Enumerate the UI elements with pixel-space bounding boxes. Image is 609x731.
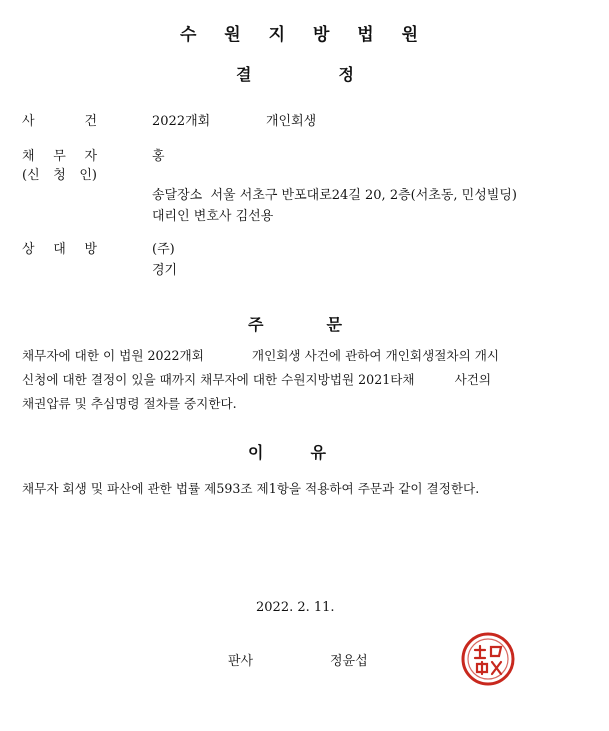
judge-name: 정윤섭 [330, 654, 368, 669]
applicant-label [22, 164, 97, 183]
label-char: 청 [53, 168, 66, 183]
reason-text: 채무자 회생 및 파산에 관한 법률 제593조 제1항을 적용하여 주문과 같이 결정한다. [22, 481, 480, 496]
court-name: 수 원 지 방 법 원 [179, 25, 430, 45]
order-text [22, 344, 570, 416]
case-number: 2022개회 [152, 114, 211, 129]
label-char: (신 [22, 168, 40, 183]
document-title [236, 62, 354, 85]
case-name: 개인회생 [266, 114, 317, 129]
label-char: 상 [22, 242, 35, 257]
heading-char: 이 [248, 443, 264, 462]
heading-char: 주 [248, 315, 264, 334]
legal-agent: 대리인 변호사 김선용 [152, 209, 274, 224]
label-char: 채 [22, 149, 35, 164]
label-char: 건 [84, 114, 97, 129]
order-heading [248, 312, 342, 335]
order-line: 채무자에 대한 이 법원 2022개회 개인회생 사건에 관하여 개인회생절차의 개시 [22, 348, 500, 363]
order-line: 신청에 대한 결정이 있을 때까지 채무자에 대한 수원지방법원 2021타채 사건의 [22, 372, 492, 387]
case-label [22, 110, 97, 129]
label-char: 사 [22, 114, 35, 129]
label-char: 자 [84, 149, 97, 164]
label-char: 무 [53, 149, 66, 164]
label-char: 방 [84, 242, 97, 257]
counterparty-label [22, 238, 97, 257]
counterparty-line2: 경기 [152, 263, 178, 278]
court-seal-icon [461, 632, 515, 686]
label-char: 대 [53, 242, 66, 257]
debtor-name: 홍 [152, 149, 165, 164]
decision-date: 2022. 2. 11. [256, 600, 335, 615]
debtor-label [22, 145, 97, 164]
heading-char: 유 [310, 443, 326, 462]
reason-heading [248, 440, 326, 463]
order-line: 채권압류 및 추심명령 절차를 중지한다. [22, 396, 237, 411]
label-char: 인) [79, 168, 97, 183]
title-char: 결 [236, 65, 252, 84]
title-char: 정 [338, 65, 354, 84]
service-address: 송달장소 서울 서초구 반포대로24길 20, 2층(서초동, 민성빌딩) [152, 188, 517, 203]
counterparty-line1: (주) [152, 242, 175, 257]
judge-label: 판사 [228, 654, 254, 669]
heading-char: 문 [326, 315, 342, 334]
